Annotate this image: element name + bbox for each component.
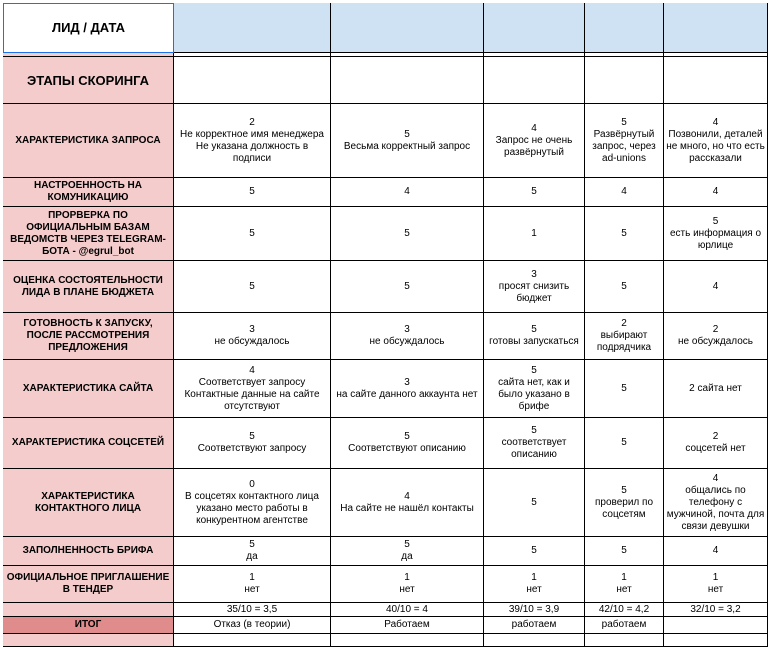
score-cell[interactable]: 1 нет [585,566,664,603]
score-cell[interactable]: 2 выбирают подрядчика [585,313,664,360]
result-label[interactable]: ИТОГ [3,617,174,634]
score-cell[interactable]: 2 не обсуждалось [664,313,768,360]
score-cell[interactable]: 32/10 = 3,2 [664,603,768,617]
criterion-label[interactable]: НАСТРОЕННОСТЬ НА КОМУНИКАЦИЮ [3,178,174,207]
criterion-label[interactable] [3,634,174,647]
score-cell[interactable]: 5 [484,178,585,207]
stages-label[interactable]: ЭТАПЫ СКОРИНГА [3,57,174,104]
score-cell[interactable]: 5 [484,537,585,566]
result-cell[interactable]: Работаем [331,617,484,634]
table-cell[interactable] [331,57,484,104]
criterion-label[interactable]: ХАРАКТЕРИСТИКА СОЦСЕТЕЙ [3,418,174,469]
score-cell[interactable]: 4 [585,178,664,207]
score-cell[interactable] [174,634,331,647]
score-cell[interactable]: 5 [174,178,331,207]
score-cell[interactable]: 1 нет [664,566,768,603]
score-cell[interactable]: 5 Развёрнутый запрос, через ad-unions [585,104,664,178]
score-cell[interactable]: 5 [585,418,664,469]
score-cell[interactable]: 1 нет [174,566,331,603]
criterion-label[interactable]: ХАРАКТЕРИСТИКА КОНТАКТНОГО ЛИЦА [3,469,174,537]
score-cell[interactable]: 5 [174,261,331,313]
result-cell[interactable]: работаем [484,617,585,634]
score-cell[interactable]: 4 [664,178,768,207]
score-cell[interactable]: 3 не обсуждалось [331,313,484,360]
score-cell[interactable]: 5 сайта нет, как и было указано в брифе [484,360,585,418]
score-cell[interactable]: 4 [331,178,484,207]
score-cell[interactable]: 5 [331,207,484,261]
score-cell[interactable]: 35/10 = 3,5 [174,603,331,617]
score-cell[interactable]: 5 [585,537,664,566]
score-cell[interactable]: 2 Не корректное имя менеджера Не указана должность в подписи [174,104,331,178]
table-cell[interactable] [484,57,585,104]
score-cell[interactable]: 4 [664,261,768,313]
score-cell[interactable]: 2 сайта нет [664,360,768,418]
corner-cell-lead-date[interactable]: ЛИД / ДАТА [3,3,174,53]
score-cell[interactable]: 5 [585,261,664,313]
score-cell[interactable]: 5 готовы запускаться [484,313,585,360]
score-cell[interactable]: 3 на сайте данного аккаунта нет [331,360,484,418]
criterion-label[interactable]: ХАРАКТЕРИСТИКА САЙТА [3,360,174,418]
score-cell[interactable]: 5 [585,360,664,418]
score-cell[interactable]: 5 Соответствуют запросу [174,418,331,469]
score-cell[interactable] [585,634,664,647]
score-cell[interactable]: 4 На сайте не нашёл контакты [331,469,484,537]
score-cell[interactable] [331,634,484,647]
score-cell[interactable]: 4 общались по телефону с мужчиной, почта для связи девушки [664,469,768,537]
score-cell[interactable]: 5 [174,207,331,261]
score-cell[interactable]: 1 [484,207,585,261]
score-cell[interactable]: 42/10 = 4,2 [585,603,664,617]
score-cell[interactable]: 5 да [174,537,331,566]
lead-header-cell[interactable] [331,3,484,53]
criterion-label[interactable]: ОФИЦИАЛЬНОЕ ПРИГЛАШЕНИЕ В ТЕНДЕР [3,566,174,603]
score-cell[interactable]: 5 да [331,537,484,566]
score-cell[interactable]: 0 В соцсетях контактного лица указано место работы в конкурентном агентстве [174,469,331,537]
score-cell[interactable]: 4 Позвонили, деталей не много, но что есть рассказали [664,104,768,178]
table-cell[interactable] [664,57,768,104]
lead-header-cell[interactable] [484,3,585,53]
score-cell[interactable] [484,634,585,647]
score-cell[interactable]: 5 проверил по соцсетям [585,469,664,537]
score-cell[interactable]: 5 Весьма корректный запрос [331,104,484,178]
result-cell[interactable] [664,617,768,634]
score-cell[interactable]: 40/10 = 4 [331,603,484,617]
criterion-label[interactable]: ЗАПОЛНЕННОСТЬ БРИФА [3,537,174,566]
lead-header-cell[interactable] [664,3,768,53]
score-cell[interactable]: 5 [331,261,484,313]
score-cell[interactable]: 5 Соответствуют описанию [331,418,484,469]
lead-header-cell[interactable] [174,3,331,53]
criterion-label[interactable]: ГОТОВНОСТЬ К ЗАПУСКУ, ПОСЛЕ РАССМОТРЕНИЯ ПРЕДЛОЖЕНИЯ [3,313,174,360]
score-cell[interactable]: 5 соответствует описанию [484,418,585,469]
score-cell[interactable]: 1 нет [484,566,585,603]
score-cell[interactable]: 1 нет [331,566,484,603]
criterion-label[interactable]: ХАРАКТЕРИСТИКА ЗАПРОСА [3,104,174,178]
score-cell[interactable]: 4 [664,537,768,566]
criterion-label[interactable]: ПРОРВЕРКА ПО ОФИЦИАЛЬНЫМ БАЗАМ ВЕДОМСТВ ЧЕРЕЗ TELEGRAM-БОТА - @egrul_bot [3,207,174,261]
score-cell[interactable] [664,634,768,647]
lead-header-cell[interactable] [585,3,664,53]
score-cell[interactable]: 5 [585,207,664,261]
criterion-label[interactable] [3,603,174,617]
criterion-label[interactable]: ОЦЕНКА СОСТОЯТЕЛЬНОСТИ ЛИДА В ПЛАНЕ БЮДЖЕТА [3,261,174,313]
result-cell[interactable]: работаем [585,617,664,634]
table-cell[interactable] [174,57,331,104]
score-cell[interactable]: 5 [484,469,585,537]
score-cell[interactable]: 3 не обсуждалось [174,313,331,360]
score-cell[interactable]: 5 есть информация о юрлице [664,207,768,261]
score-cell[interactable]: 4 Соответствует запросу Контактные данные на сайте отсутствуют [174,360,331,418]
score-cell[interactable]: 3 просят снизить бюджет [484,261,585,313]
score-cell[interactable]: 39/10 = 3,9 [484,603,585,617]
result-cell[interactable]: Отказ (в теории) [174,617,331,634]
score-cell[interactable]: 4 Запрос не очень развёрнутый [484,104,585,178]
score-cell[interactable]: 2 соцсетей нет [664,418,768,469]
table-cell[interactable] [585,57,664,104]
